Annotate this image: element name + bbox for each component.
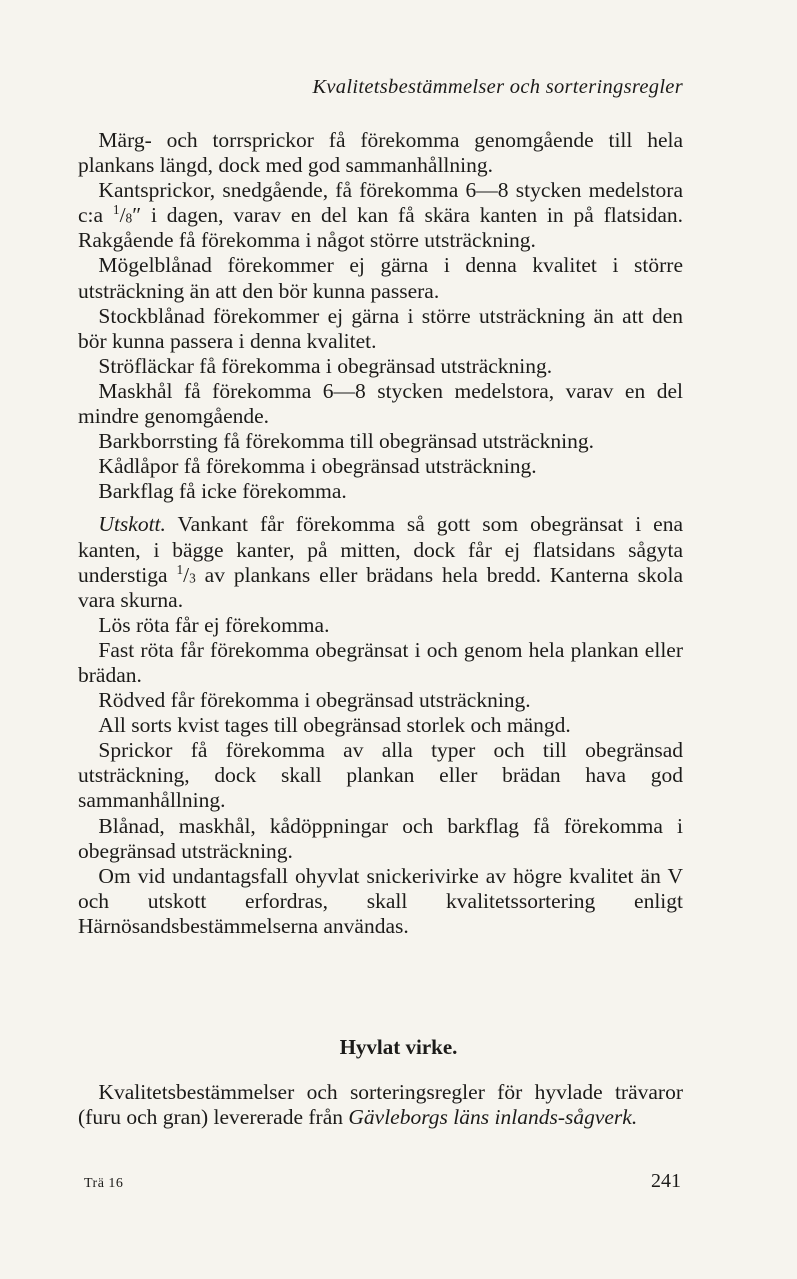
- page-number: 241: [651, 1170, 681, 1192]
- section-heading: Hyvlat virke.: [339, 1035, 458, 1059]
- paragraph-stroflackar: Ströfläckar få förekomma i obegränsad utsträckning.: [98, 353, 553, 378]
- kantsprickor-text-a: Kantsprickor, snedgående, få förekomma 6—8 stycken medelstora c:a: [78, 178, 683, 228]
- body-text: [78, 128, 683, 939]
- paragraph-barkflag: Barkflag få icke förekomma.: [98, 479, 347, 504]
- intro-plain: Kvalitetsbestämmelser och sorteringsregler för hyvlade trävaror (furu och gran) levererade från: [78, 1080, 683, 1130]
- paragraph-sprickor: Sprickor få förekomma av alla typer och till obegränsad utsträckning, dock skall plankan eller brädan hava god sammanhållning.: [78, 738, 683, 813]
- paragraph-marg: Märg- och torrsprickor få förekomma genomgående till hela plankans längd, dock med god sammanhållning.: [78, 128, 683, 178]
- paragraph-maskhal: Maskhål få förekomma 6—8 stycken medelstora, varav en del mindre genomgående.: [78, 378, 683, 429]
- paragraph-rodved: Rödved får förekomma i obegränsad utsträckning.: [98, 688, 531, 713]
- paragraph-undantagsfall: Om vid undantagsfall ohyvlat snickerivirke av högre kvalitet än V och utskott erfordras, skall kvalitetssortering enligt Härnösandsbestämmelserna användas.: [78, 863, 683, 938]
- paragraph-kadlapor: Kådlåpor få förekomma i obegränsad utsträckning.: [98, 454, 537, 479]
- paragraph-kantsprickor: [78, 178, 683, 253]
- paragraph-fast-rota: Fast röta får förekomma obegränsat i och genom hela plankan eller brädan.: [78, 637, 683, 687]
- fraction-numerator: 1: [176, 561, 184, 577]
- paragraph-blanad: Blånad, maskhål, kådöppningar och barkflag få förekomma i obegränsad utsträckning.: [78, 813, 683, 863]
- paragraph-los-rota: Lös röta får ej förekomma.: [98, 612, 330, 637]
- running-head: Kvalitetsbestämmelser och sorteringsregler: [312, 76, 683, 98]
- utskott-text-b: av plankans eller brädans hela bredd. Kanterna skola vara skurna.: [78, 562, 683, 612]
- kantsprickor-text-b: ″ i dagen, varav en del kan få skära kanten in på flatsidan. Rakgående få förekomma i något större utsträckning.: [78, 203, 683, 253]
- fraction-denominator: 3: [189, 570, 196, 586]
- fraction-one-third: $^1/_3$: [176, 561, 196, 587]
- fraction-denominator: 8: [125, 210, 133, 226]
- paragraph-barkborrsting: Barkborrsting få förekomma till obegränsad utsträckning.: [98, 429, 594, 454]
- paragraph-utskott: [78, 512, 683, 612]
- paragraph-kvist: All sorts kvist tages till obegränsad storlek och mängd.: [98, 713, 571, 738]
- intro-paragraph: [78, 1080, 683, 1130]
- utskott-text-a: Vankant får förekomma så gott som obegränsat i ena kanten, i bägge kanter, på mitten, dock får ej flatsidans sågyta understiga: [78, 512, 683, 587]
- paragraph-stockblanad: Stockblånad förekommer ej gärna i större utsträckning än att den bör kunna passera i denna kvalitet.: [78, 303, 683, 353]
- intro-text: [78, 1080, 683, 1130]
- paragraph-mogelblanad: Mögelblånad förekommer ej gärna i denna kvalitet i större utsträckning än att den bör kunna passera.: [78, 253, 683, 303]
- intro-italic: Gävleborgs läns inlands-sågverk.: [348, 1105, 638, 1130]
- fraction-one-eighth: $^1/_8$: [112, 202, 133, 228]
- printer-signature: Trä 16: [84, 1176, 124, 1191]
- utskott-label: Utskott.: [98, 512, 166, 537]
- fraction-numerator: 1: [112, 202, 120, 218]
